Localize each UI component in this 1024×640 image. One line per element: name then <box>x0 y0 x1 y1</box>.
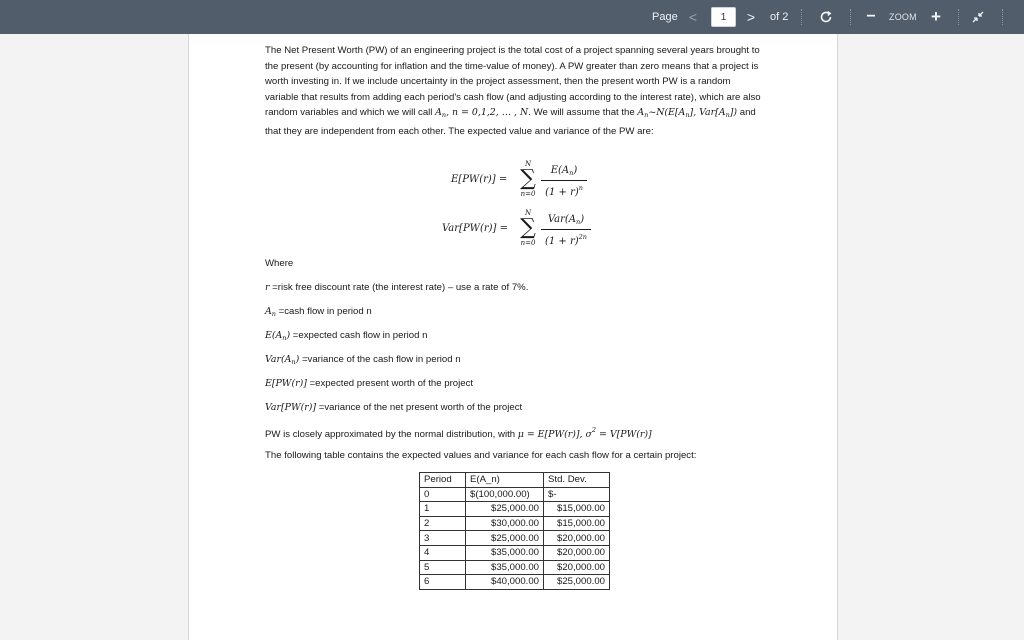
expected-value-equation <box>451 160 611 204</box>
cell-period: 1 <box>420 502 466 517</box>
normal-approximation-line: PW is closely approximated by the normal distribution, with μ = E[PW(r)], $\sigma^2 = V[PW(r)]$ <box>265 426 652 440</box>
cell-std-dev: $- <box>544 487 610 502</box>
cell-expected: $35,000.00 <box>466 560 544 575</box>
definition-rate: r =risk free discount rate (the interest rate) – use a rate of 7%. <box>265 282 529 293</box>
definition-variance-cash-flow: $Var(A_n)$ =variance of the cash flow in period n <box>265 354 461 366</box>
header-period: Period <box>420 473 466 488</box>
toolbar-divider <box>1002 9 1003 25</box>
table-row <box>420 545 610 560</box>
chevron-left-icon[interactable]: < <box>688 9 698 25</box>
refresh-icon[interactable] <box>817 0 835 34</box>
intro-text: The Net Present Worth (PW) of an engineering project is the total cost of a project spanning several years brought to the present (by accounting for inflation and the time-value of money). A PW greater than zero means that a project is worth investing in. If we include uncertainty in the project assessment, then the present worth PW is a random variable that results from adding each period's cash flow (and adjusting according to the interest rate), which are also random variables and which we will call <box>265 45 761 119</box>
table-header-row <box>420 473 610 488</box>
toolbar-divider <box>958 9 959 25</box>
intro-end-text: and that they are independent from each other. The expected value and variance of the PW are: <box>265 107 756 137</box>
where-label: Where <box>265 258 294 269</box>
cell-expected: $(100,000.00) <box>466 487 544 502</box>
table-row <box>420 575 610 590</box>
cell-period: 0 <box>420 487 466 502</box>
cell-std-dev: $20,000.00 <box>544 531 610 546</box>
table-row <box>420 502 610 517</box>
chevron-right-icon[interactable]: > <box>746 9 756 25</box>
definition-expected-pw: E[PW(r)] =expected present worth of the project <box>265 378 474 389</box>
cell-period: 3 <box>420 531 466 546</box>
collapse-icon[interactable] <box>970 0 986 34</box>
table-row <box>420 516 610 531</box>
cell-std-dev: $15,000.00 <box>544 516 610 531</box>
cell-std-dev: $20,000.00 <box>544 545 610 560</box>
cell-period: 2 <box>420 516 466 531</box>
eq1-lhs: E[PW(r)] = <box>451 174 508 185</box>
table-row <box>420 560 610 575</box>
cell-expected: $25,000.00 <box>466 531 544 546</box>
definition-cash-flow: $A_n$ =cash flow in period n <box>265 306 372 318</box>
page-label: Page <box>652 11 678 23</box>
cell-expected: $25,000.00 <box>466 502 544 517</box>
header-std-dev: Std. Dev. <box>544 473 610 488</box>
zoom-label: ZOOM <box>889 12 917 22</box>
eq1-summation: N ∑ n=0 <box>520 160 536 198</box>
document-page <box>188 34 838 640</box>
header-expected: E(A_n) <box>466 473 544 488</box>
toolbar-divider <box>850 9 851 25</box>
intro-distribution-math: $A_n\sim N(E[A_n]$, $Var[A_n]$) <box>637 107 738 120</box>
variance-equation <box>442 209 612 253</box>
intro-math: $A_n$, n = 0,1,2, … , N <box>435 107 529 120</box>
eq2-lhs: Var[PW(r)] = <box>442 223 508 234</box>
zoom-in-icon[interactable]: + <box>931 7 941 26</box>
toolbar-divider <box>801 9 802 25</box>
eq2-fraction: $Var(A_n)$ $(1 + r)^{2n}$ <box>541 214 591 248</box>
eq2-summation: N ∑ n=0 <box>520 209 536 247</box>
definition-variance-pw: Var[PW(r)] =variance of the net present worth of the project <box>265 402 523 413</box>
cell-expected: $40,000.00 <box>466 575 544 590</box>
cell-std-dev: $20,000.00 <box>544 560 610 575</box>
intro-mid-text: . We will assume that the <box>528 107 635 119</box>
document-viewer[interactable] <box>0 34 1024 640</box>
table-row <box>420 531 610 546</box>
table-intro: The following table contains the expected values and variance for each cash flow for a certain project: <box>265 450 697 461</box>
cell-expected: $30,000.00 <box>466 516 544 531</box>
definition-expected-cash-flow: $E(A_n)$ =expected cash flow in period n <box>265 330 428 342</box>
cell-expected: $35,000.00 <box>466 545 544 560</box>
zoom-out-icon[interactable]: − <box>866 8 876 25</box>
table-row <box>420 487 610 502</box>
cell-period: 5 <box>420 560 466 575</box>
cell-std-dev: $15,000.00 <box>544 502 610 517</box>
eq1-fraction: $E(A_n)$ $(1 + r)^n$ <box>541 165 587 199</box>
intro-paragraph <box>265 43 765 140</box>
page-count: of 2 <box>770 11 789 23</box>
cell-period: 6 <box>420 575 466 590</box>
page-number-input[interactable] <box>711 7 736 27</box>
cash-flow-table <box>419 472 610 590</box>
cell-period: 4 <box>420 545 466 560</box>
cell-std-dev: $25,000.00 <box>544 575 610 590</box>
pdf-toolbar <box>0 0 1024 34</box>
